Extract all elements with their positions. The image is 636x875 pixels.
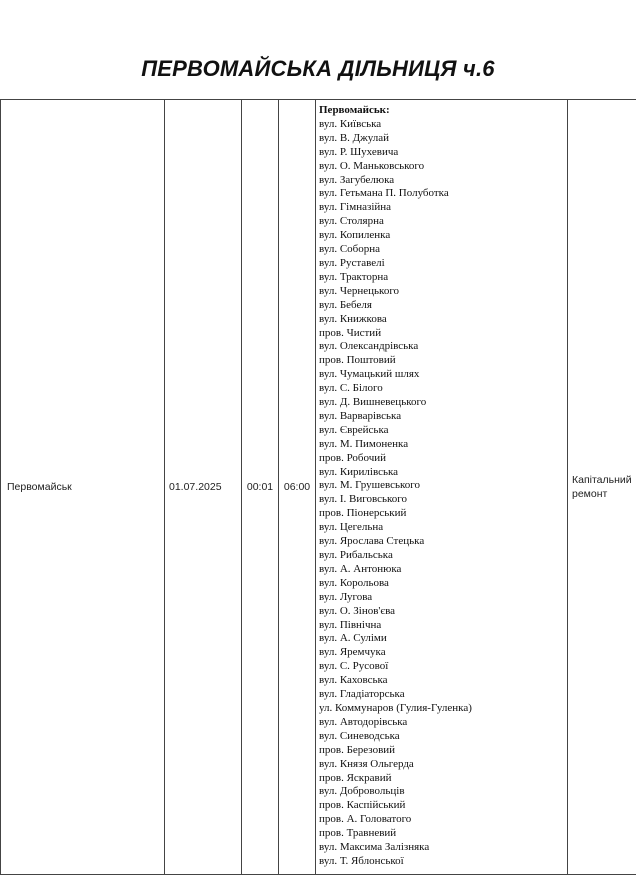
street-item: вул. Каховська	[319, 674, 567, 688]
locality-heading: Первомайськ:	[319, 104, 567, 118]
settlement-cell: Первомайськ	[1, 100, 165, 875]
street-item: ул. Коммунаров (Гулия-Гуленка)	[319, 702, 567, 716]
addresses-cell	[316, 100, 568, 875]
street-item: вул. Столярна	[319, 215, 567, 229]
table-row	[1, 100, 636, 875]
street-item: вул. Варварівська	[319, 410, 567, 424]
street-item: вул. Князя Ольгерда	[319, 758, 567, 772]
street-item: вул. Гімназійна	[319, 201, 567, 215]
street-item: вул. Ярослава Стецька	[319, 535, 567, 549]
street-item: вул. А. Суліми	[319, 632, 567, 646]
street-item: вул. М. Грушевського	[319, 479, 567, 493]
street-item: вул. Руставелі	[319, 257, 567, 271]
street-item: вул. Корольова	[319, 577, 567, 591]
street-item: вул. Олександрівська	[319, 340, 567, 354]
street-item: вул. О. Зінов'єва	[319, 605, 567, 619]
street-item: вул. Північна	[319, 619, 567, 633]
street-item: вул. В. Джулай	[319, 132, 567, 146]
end-time-cell: 06:00	[279, 100, 316, 875]
start-time-cell: 00:01	[242, 100, 279, 875]
street-item: вул. Загубелюка	[319, 174, 567, 188]
street-item: вул. А. Антонюка	[319, 563, 567, 577]
street-item: вул. Рибальська	[319, 549, 567, 563]
street-item: вул. Гетьмана П. Полуботка	[319, 187, 567, 201]
street-item: вул. Київська	[319, 118, 567, 132]
page-title: ПЕРВОМАЙСЬКА ДІЛЬНИЦЯ ч.6	[0, 56, 636, 82]
street-item: вул. Цегельна	[319, 521, 567, 535]
work-type-cell	[568, 100, 636, 875]
street-item: пров. Каспійський	[319, 799, 567, 813]
street-item: пров. Травневий	[319, 827, 567, 841]
street-item: пров. Поштовий	[319, 354, 567, 368]
street-item: вул. С. Русової	[319, 660, 567, 674]
street-item: вул. Книжкова	[319, 313, 567, 327]
street-item: вул. Єврейська	[319, 424, 567, 438]
street-item: пров. Березовий	[319, 744, 567, 758]
street-item: вул. Р. Шухевича	[319, 146, 567, 160]
street-item: вул. Яремчука	[319, 646, 567, 660]
street-item: вул. Копиленка	[319, 229, 567, 243]
work-type-label: Капітальний ремонт	[572, 473, 634, 501]
date-cell: 01.07.2025	[165, 100, 242, 875]
street-item: вул. Соборна	[319, 243, 567, 257]
street-item: вул. О. Маньковського	[319, 160, 567, 174]
street-item: вул. Д. Вишневецького	[319, 396, 567, 410]
street-item: вул. Чумацький шлях	[319, 368, 567, 382]
street-item: вул. Кирилівська	[319, 466, 567, 480]
street-item: вул. Максима Залізняка	[319, 841, 567, 855]
street-item: вул. Добровольців	[319, 785, 567, 799]
street-item: вул. Синеводська	[319, 730, 567, 744]
street-item: пров. Робочий	[319, 452, 567, 466]
street-item: вул. С. Білого	[319, 382, 567, 396]
street-list	[319, 104, 567, 874]
street-item: пров. А. Головатого	[319, 813, 567, 827]
street-item: вул. Т. Яблонської	[319, 855, 567, 869]
outage-schedule-table	[0, 99, 636, 875]
street-item: пров. Яскравий	[319, 772, 567, 786]
street-item: пров. Чистий	[319, 327, 567, 341]
street-item: вул. І. Виговського	[319, 493, 567, 507]
street-item: вул. Тракторна	[319, 271, 567, 285]
street-item: вул. Бебеля	[319, 299, 567, 313]
street-item: вул. Лугова	[319, 591, 567, 605]
street-item: вул. Автодорівська	[319, 716, 567, 730]
street-item: пров. Піонерський	[319, 507, 567, 521]
street-item: вул. Гладіаторська	[319, 688, 567, 702]
street-item: вул. М. Пимоненка	[319, 438, 567, 452]
street-item: вул. Чернецького	[319, 285, 567, 299]
